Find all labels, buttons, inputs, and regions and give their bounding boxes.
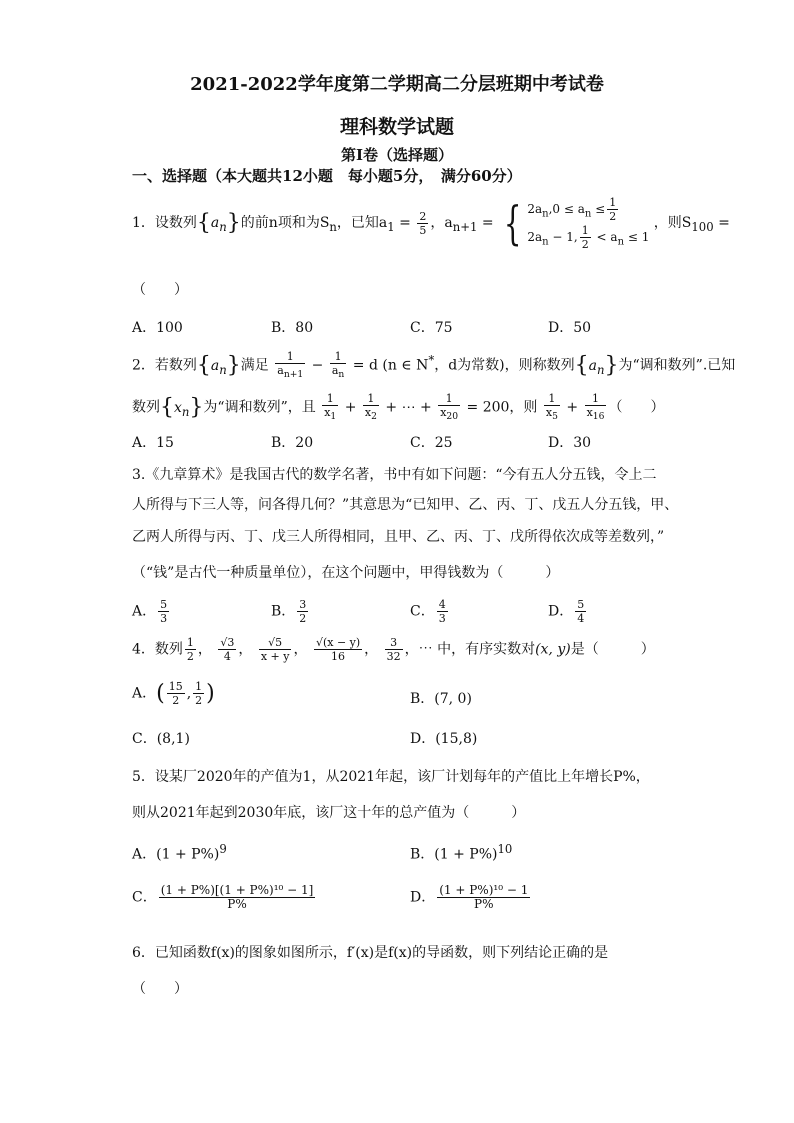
option-d[interactable]: D． $\frac{\text{(1 + P\%)¹⁰ − 1}}{P\%}$ — [410, 883, 529, 911]
answer-blank: （ ） — [132, 282, 188, 298]
option-c[interactable]: C．25 — [410, 435, 453, 451]
option-d[interactable]: D．(15,8) — [410, 731, 478, 747]
question-1: 1．设数列$\{a_n\}$的前n项和为$S_n$，已知$a_1$ = $\frac{2}{5}$ ，$a_{n+1}$ = { $2a_n,0 \le a_n$ ≤ $\frac{1}{2}$ $2a_n - 1$, $\frac{1}{2}$ < $a_n \le 1$ ，则$S_{100}$ = — [132, 196, 730, 251]
question-5-line2: 则从2021年起到2030年底，该厂这十年的总产值为（ ） — [132, 805, 526, 821]
option-b[interactable]: B．80 — [271, 320, 314, 336]
option-c[interactable]: C．75 — [410, 320, 453, 336]
question-3-line2: 人所得与下三人等，问各得几何？”其意思为“已知甲、乙、丙、丁、戊五人分五钱，甲、 — [132, 497, 679, 513]
option-c[interactable]: C．(8,1) — [132, 731, 190, 747]
question-4: 4．数列 $\frac{1}{2}$ ， $\frac{√3}{4}$ ， $\frac{√5}{x + y}$ ， $\frac{√(x - y)}{16}$ ， $\frac{3}{32}$ ，⋯ 中，有序实数对(x, y)是（ ） — [132, 636, 655, 663]
question-6: 6．已知函数f(x)的图象如图所示，f′(x)是f(x)的导函数，则下列结论正确的是 — [132, 945, 609, 961]
question-2-line1: 2．若数列$\{a_n\}$满足 $\frac{1}{a_{n+1}}$ − $\frac{1}{a_n}$ = d (n ∈ N*，d为常数)，则称数列$\{a_n\}$为“调和数列”.已知 — [132, 350, 736, 381]
question-5-line1: 5．设某厂2020年的产值为1，从2021年起，该厂计划每年的产值比上年增长P%， — [132, 769, 650, 785]
question-3-line3: 乙两人所得与丙、丁、戊三人所得相同，且甲、乙、丙、丁、戊所得依次成等差数列，” — [132, 529, 665, 545]
question-3-line4: （“钱”是古代一种质量单位），在这个问题中，甲得钱数为（ ） — [132, 565, 560, 581]
option-b[interactable]: B．$(1 + P\%)^{10}$ — [410, 842, 513, 863]
option-b[interactable]: B．20 — [271, 435, 314, 451]
exam-subtitle: 理科数学试题 — [339, 116, 454, 138]
section-heading: 一、选择题（本大题共12小题 每小题5分， 满分60分） — [132, 167, 522, 185]
question-2-line2: 数列$\{x_n\}$为“调和数列”，且 $\frac{1}{x_1}$ + $\frac{1}{x_2}$ + ⋯ + $\frac{1}{x_{20}}$ = 200，则 $\frac{1}{x_5}$ + $\frac{1}{x_{16}}$ （ ） — [132, 392, 665, 423]
option-a[interactable]: A． $\frac{5}{3}$ — [132, 598, 168, 625]
question-3-line1: 3.《九章算术》是我国古代的数学名著，书中有如下问题：“今有五人分五钱，令上二 — [132, 467, 657, 483]
option-a[interactable]: A．100 — [132, 320, 183, 336]
option-d[interactable]: D．50 — [548, 320, 592, 336]
volume-title: 第I卷（选择题） — [340, 146, 454, 164]
option-b[interactable]: B．(7, 0) — [410, 691, 472, 707]
option-a[interactable]: A．( $\frac{15}{2}$ , $\frac{1}{2}$ ) — [132, 680, 215, 707]
option-b[interactable]: B． $\frac{3}{2}$ — [271, 598, 307, 625]
option-c[interactable]: C． $\frac{4}{3}$ — [410, 598, 446, 625]
option-a[interactable]: A．15 — [132, 435, 174, 451]
option-d[interactable]: D．30 — [548, 435, 592, 451]
option-c[interactable]: C． $\frac{\text{(1 + P\%)[(1 + P\%)¹⁰ − 1]}}{P\%}$ — [132, 883, 314, 911]
answer-blank: （ ） — [132, 981, 188, 997]
exam-title: 2021-2022学年度第二学期高二分层班期中考试卷 — [190, 74, 604, 95]
piecewise-definition: $2a_n,0 \le a_n$ ≤ $\frac{1}{2}$ $2a_n - 1$, $\frac{1}{2}$ < $a_n \le 1$ — [527, 196, 650, 251]
option-d[interactable]: D． $\frac{5}{4}$ — [548, 598, 585, 625]
option-a[interactable]: A．$(1 + P\%)^9$ — [132, 842, 227, 863]
